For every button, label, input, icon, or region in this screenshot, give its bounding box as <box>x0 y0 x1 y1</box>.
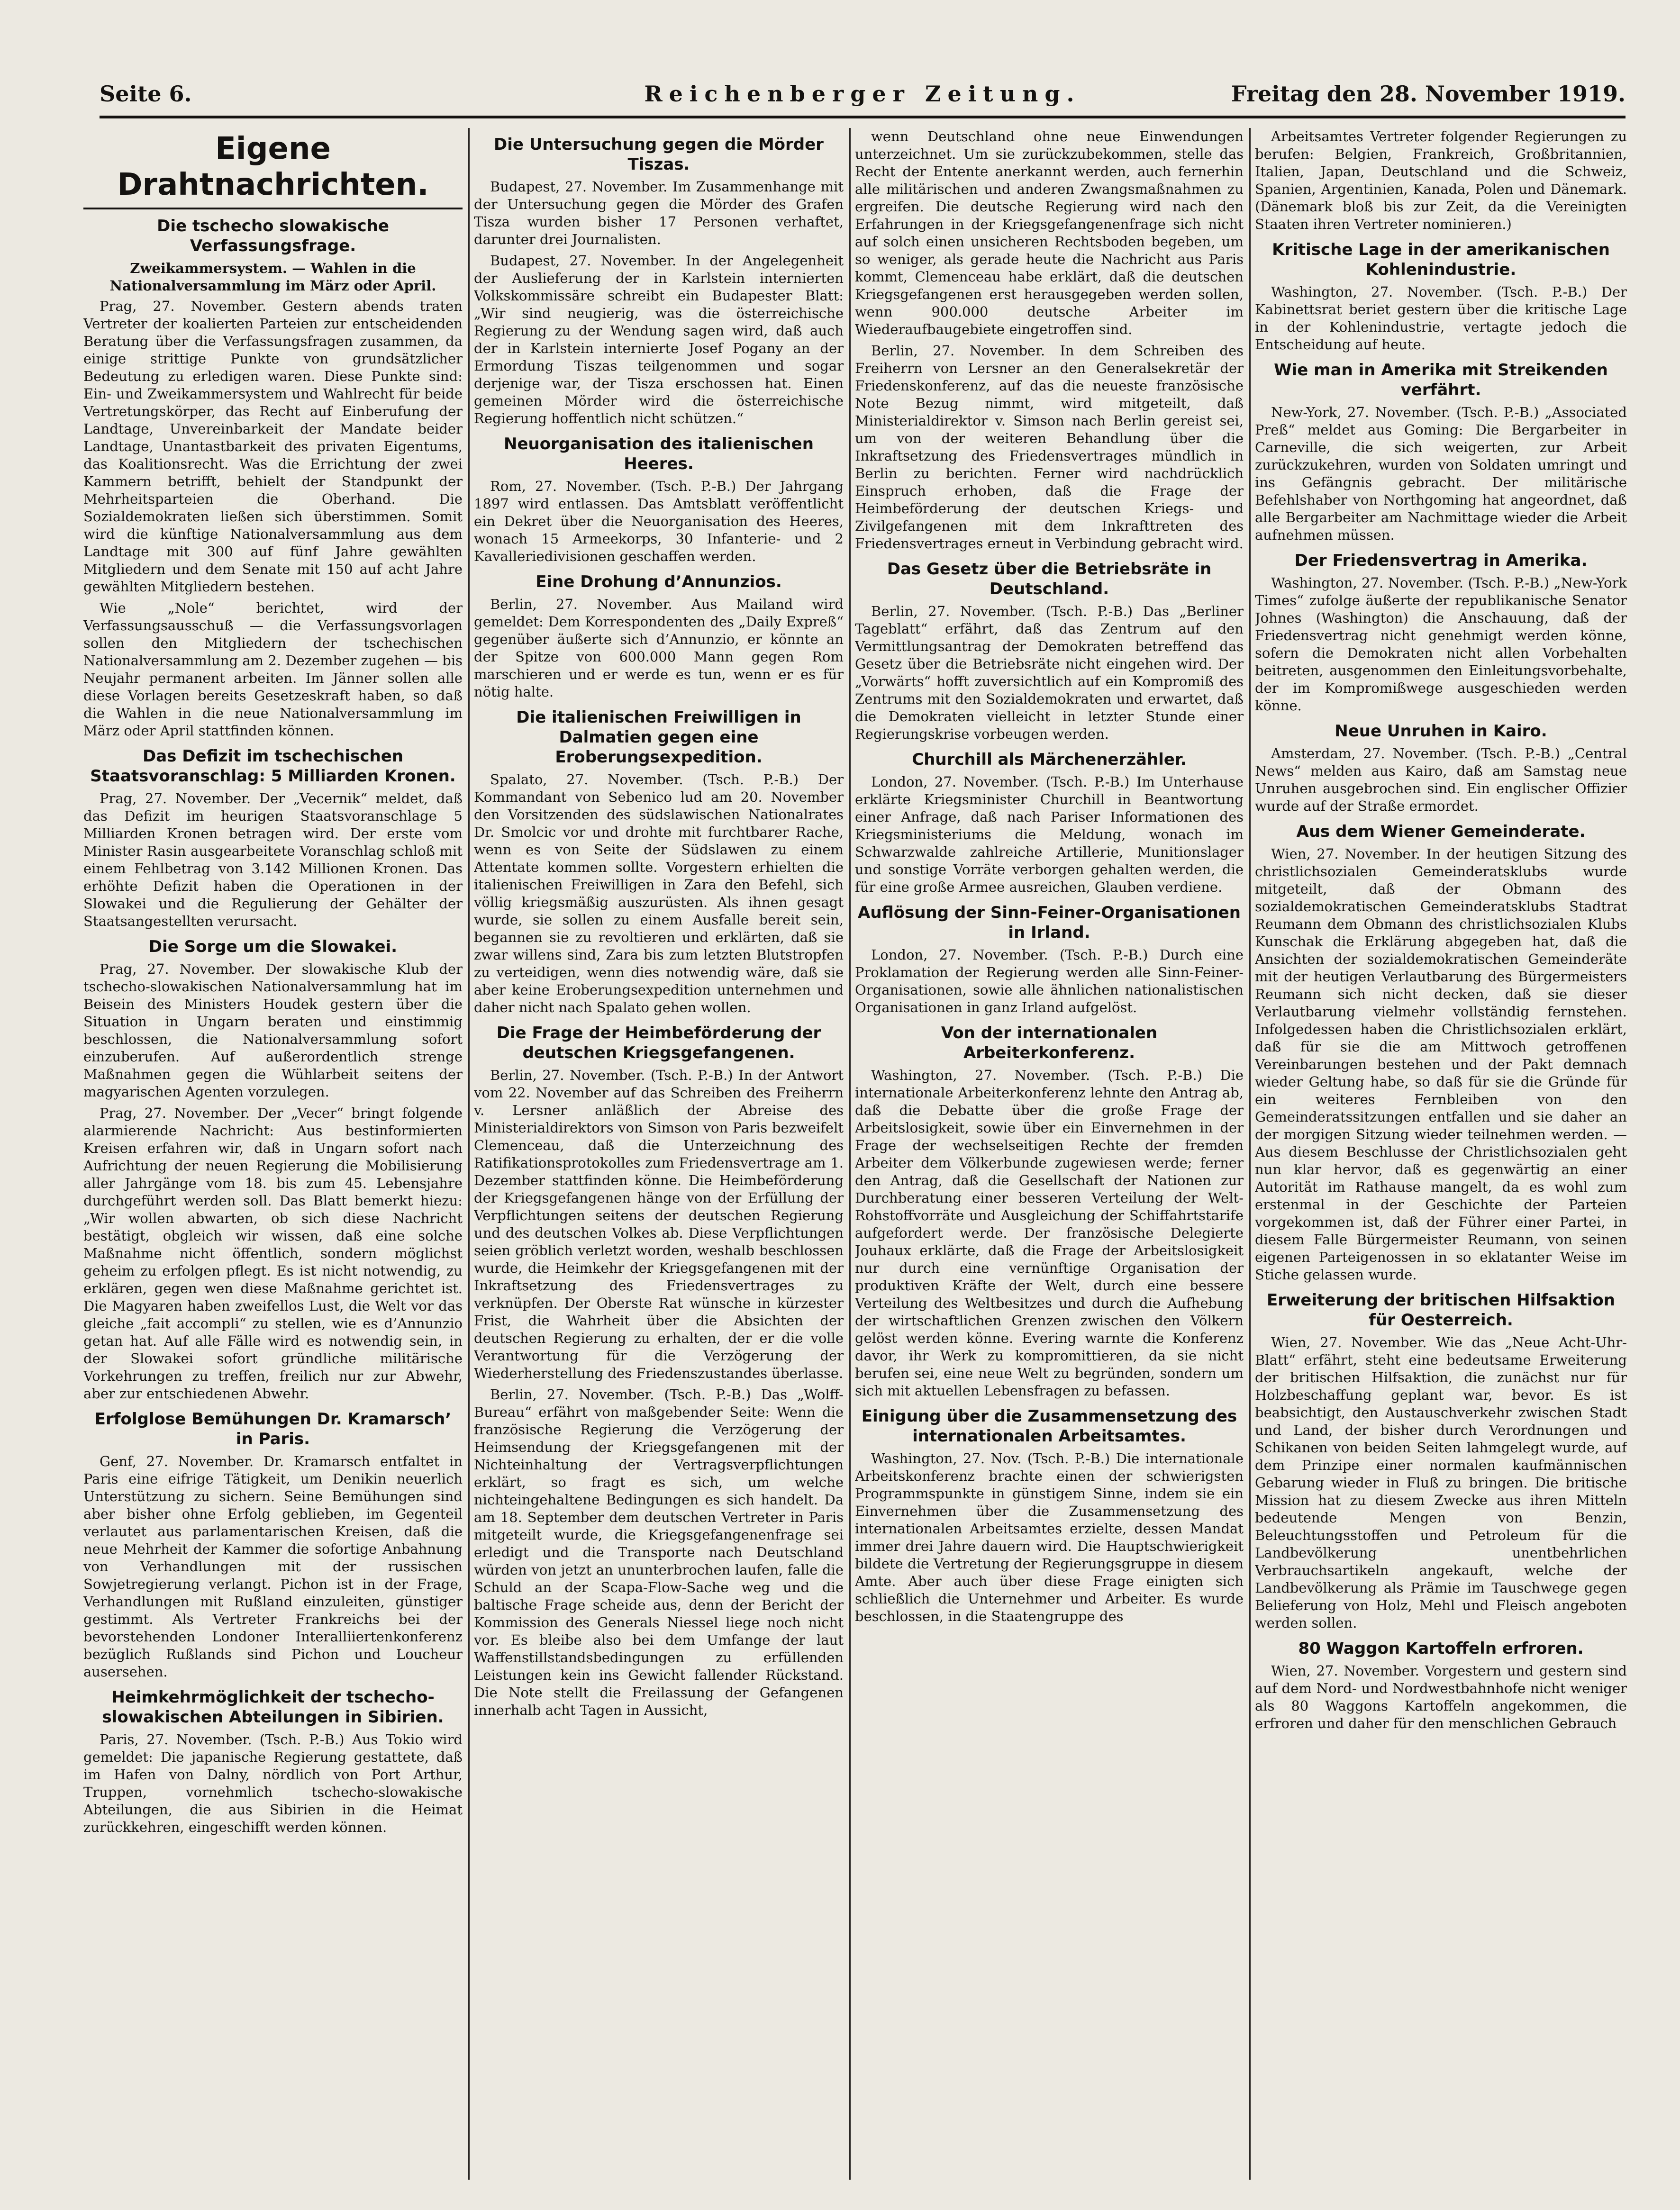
article-headline: Die Sorge um die Slowakei. <box>148 937 398 956</box>
article-paragraph: Prag, 27. November. Der „Vecer“ bringt folgende alarmierende Nachricht: Aus bestinformierten Kreisen erfahren wir, daß in Ungarn sofort nach Aufrichtung der neuen Regierung die Mobilisierung aller Jahrgänge vom 18. bis zum 45. Lebensjahre durchgeführt werden soll. Das Blatt bemerkt hiezu: „Wir wollen abwarten, ob sich diese Nachricht bestätigt, obgleich wir wissen, daß eine solche Maßnahme nicht öffentlich, sondern möglichst geheim zu erfolgen pflegt. Es ist nicht notwendig, zu erklären, gegen wen diese Maßnahme gerichtet ist. Die Magyaren haben zweifellos Lust, die Welt vor das gleiche „fait accompli“ zu stellen, wie es d’Annunzio getan hat. Auf alle Fälle wird es notwendig sein, in der Slowakei sofort gründliche militärische Vorkehrungen zu treffen, freilich nur zur Abwehr, aber zur entschiedenen Abwehr. <box>83 1105 463 1402</box>
article-paragraph: Prag, 27. November. Der slowakische Klub der tschecho-slowakischen Nationalversammlung hat im Beisein des Ministers Houdek gestern über die Situation in Ungarn beraten und einstimmig beschlossen, die Nationalversammlung sofort einzuberufen. Auf außerordentlich strenge Maßnahmen gegen die Wühlarbeit seitens der magyarischen Agenten vorzulegen. <box>83 961 463 1100</box>
article-paragraph: Rom, 27. November. (Tsch. P.-B.) Der Jahrgang 1897 wird entlassen. Das Amtsblatt veröffentlicht ein Dekret über die Neuorganisation des Heeres, wonach 15 Armeekorps, 30 Infanterie- und 2 Kavalleriedivisionen geschaffen werden. <box>474 478 844 564</box>
article <box>855 128 1244 552</box>
column-rule <box>849 128 851 2180</box>
article-paragraph: Berlin, 27. November. (Tsch. P.-B.) Das „Berliner Tageblatt“ erfährt, daß das Zentrum auf den Vermittlungsantrag der Demokraten betreffend das Gesetz über die Betriebsräte nicht eingehen wird. Der „Vorwärts“ hofft zuversichtlich auf ein Kompromiß des Zentrums mit den Sozialdemokraten und erwartet, daß die Demokraten vielleicht in letzter Stunde einer Regierungskrise vorbeugen werden. <box>855 603 1244 742</box>
article-paragraph: Berlin, 27. November. In dem Schreiben des Freiherrn von Lersner an den Generalsekretär der Friedenskonferenz, auf das die neueste französische Note Bezug nimmt, wird mitgeteilt, daß Ministerialdirektor v. Simson nach Berlin gereist sei, um von der weiteren Behandlung über die Inkraftsetzung des Friedensvertrages mündlich in Berlin zu berichten. Ferner wird nachdrücklich Einspruch erhoben, daß die Frage der Heimbeförderung der deutschen Kriegs- und Zivilgefangenen mit dem Inkrafttreten des Friedensvertrages erneut in Verbindung gebracht wird. <box>855 343 1244 552</box>
article-headline: Erfolglose Bemühungen Dr. Kramarsch’ in Paris. <box>94 1410 452 1449</box>
article-headline: Die Untersuchung gegen die Mörder Tiszas. <box>494 135 824 174</box>
issue-date: Freitag den 28. November 1919. <box>1231 81 1626 107</box>
article-headline: Eine Drohung d’Annunzios. <box>536 572 782 591</box>
article <box>1255 1290 1627 1632</box>
newspaper-title: Reichenberger Zeitung. <box>644 81 1081 107</box>
article <box>474 1023 844 1719</box>
article <box>83 1687 463 1836</box>
article <box>83 937 463 1403</box>
article-headline: Neuorganisation des italienischen Heeres. <box>504 435 814 473</box>
page-number: Seite 6. <box>100 81 192 107</box>
masthead <box>100 80 1626 117</box>
article-headline: Der Friedensvertrag in Amerika. <box>1294 551 1588 570</box>
article-paragraph: Washington, 27. Nov. (Tsch. P.-B.) Die internationale Arbeitskonferenz brachte einen der schwierigsten Programmspunkte in günstigem Sinne, indem sie ein Einvernehmen über die Zusammensetzung des internationalen Arbeitsamtes erzielte, dessen Mandat immer drei Jahre dauern wird. Die Hauptschwierigkeit bildete die Vertretung der Regierungsgruppe in diesem Amte. Aber auch über diese Frage einigten sich schließlich die Unternehmer und Arbeiter. Es wurde beschlossen, in die Staatengruppe des <box>855 1450 1244 1624</box>
article-headline: Churchill als Märchenerzähler. <box>912 750 1187 769</box>
article-paragraph: Berlin, 27. November. (Tsch. P.-B.) Das „Wolff-Bureau“ erfährt von maßgebender Seite: Wenn die französische Regierung die Verzögerung der Heimsendung der Kriegsgefangenen mit der Nichteinhaltung der Vertragsverpflichtungen erklärt, so fragt es sich, um welche nichteingehaltene Bedingungen es sich handelt. Da am 18. September dem deutschen Vertreter in Paris mitgeteilt wurde, die Kriegsgefangenenfrage sei erledigt und die Transporte nach Deutschland würden von jetzt an ununterbrochen laufen, falle die Schuld an der Scapa-Flow-Sache weg und die baltische Frage scheide aus, denn der Bericht der Kommission des Generals Niessel liege noch nicht vor. Es bleibe also bei dem Umfange der laut Waffenstillstandsbedingungen zu erfüllenden Leistungen kein ins Gewicht fallender Rückstand. Die Note stellt die Freilassung der Gefangenen innerhalb acht Tagen in Aussicht, <box>474 1386 844 1718</box>
article-headline: Erweiterung der britischen Hilfsaktion für Oesterreich. <box>1267 1291 1615 1330</box>
article-paragraph: London, 27. November. (Tsch. P.-B.) Durch eine Proklamation der Regierung werden alle Sinn-Feiner-Organisationen, sowie alle ähnlichen nationalistischen Organisationen in ganz Irland aufgelöst. <box>855 947 1244 1015</box>
article-paragraph: wenn Deutschland ohne neue Einwendungen unterzeichnet. Um sie zurückzubekommen, stelle das Recht der Entente anerkannt werden, auch fernerhin alle militärischen und anderen Zwangsmaßnahmen zu ergreifen. Die deutsche Regierung wird nach den Erfahrungen in der Kriegsgefangenenfrage sich nicht auf solch einen unsicheren Rechtsboden begeben, um so weniger, als gerade heute die Nachricht aus Paris kommt, Clemenceau habe erklärt, daß die deutschen Kriegsgefangenen erst herausgegeben werden sollen, wenn 900.000 deutsche Arbeiter im Wiederaufbaugebiete eingetroffen sind. <box>855 128 1244 337</box>
column-2 <box>474 128 844 2184</box>
article-headline: Auflösung der Sinn-Feiner-Organisationen in Irland. <box>858 903 1241 942</box>
article-paragraph: London, 27. November. (Tsch. P.-B.) Im Unterhause erklärte Kriegsminister Churchill in Beantwortung einer Anfrage, daß nach Pariser Informationen des Kriegsministeriums die Meldung, wonach im Schwarzwalde zahlreiche Artillerie, Munitionslager und sonstige Vorräte verborgen gehalten werden, die für eine große Armee ausreichen, Glauben verdiene. <box>855 774 1244 895</box>
article <box>474 434 844 565</box>
article <box>1255 822 1627 1284</box>
article-paragraph: Genf, 27. November. Dr. Kramarsch entfaltet in Paris eine eifrige Tätigkeit, um Denikin neuerlich Unterstützung zu sichern. Seine Bemühungen sind aber bisher ohne Erfolg geblieben, im Gegenteil verlautet aus parlamentarischen Kreisen, daß die neue Mehrheit der Kammer die sofortige Anbahnung von Verhandlungen mit der russischen Sowjetregierung verlangt. Pichon ist in der Frage, Verhandlungen mit Rußland einzuleiten, günstiger gestimmt. Als Vertreter Frankreichs bei der bevorstehenden Londoner Interalliiertenkonferenz bezüglich Rußlands sind Pichon und Loucheur ausersehen. <box>83 1453 463 1680</box>
article-paragraph: Washington, 27. November. (Tsch. P.-B.) Der Kabinettsrat beriet gestern über die kritische Lage in der Kohlenindustrie, vertagte jedoch die Entscheidung auf heute. <box>1255 284 1627 353</box>
article-paragraph: Prag, 27. November. Der „Vecernik“ meldet, daß das Defizit im heurigen Staatsvoranschlage 5 Milliarden Kronen betragen wird. Der erste vom Minister Rasin ausgearbeitete Voranschlag schloß mit einem Fehlbetrag von 3.142 Millionen Kronen. Das erhöhte Defizit haben die Operationen in der Slowakei und die Regulierung der Gehälter der Staatsangestellten verursacht. <box>83 790 463 929</box>
column-1 <box>83 128 463 2184</box>
article-paragraph: Berlin, 27. November. Aus Mailand wird gemeldet: Dem Korrespondenten des „Daily Expreß“ gegenüber äußerte sich d’Annunzio, er könnte an der Spitze von 600.000 Mann gegen Rom marschieren und er werde es tun, wenn er es für nötig halte. <box>474 596 844 700</box>
article <box>83 216 463 740</box>
article-paragraph: Arbeitsamtes Vertreter folgender Regierungen zu berufen: Belgien, Frankreich, Großbritannien, Italien, Japan, Deutschland und die Schweiz, Spanien, Argentinien, Kanada, Polen und Dänemark. (Dänemark bloß bis zur Zeit, da die Vereinigten Staaten ihren Vertreter nominieren.) <box>1255 128 1627 232</box>
article-paragraph: Budapest, 27. November. In der Angelegenheit der Auslieferung der in Karlstein internierten Volkskommissäre schreibt ein Budapester Blatt: „Wir sind neugierig, was die österreichische Regierung zu der Wendung sagen wird, daß auch der in Karlstein internierte Josef Pogany an der Ermordung Tiszas teilgenommen und sogar derjenige war, der Tisza erschossen hat. Einen gemeinen Mörder wird die österreichische Regierung hoffentlich nicht schützen.“ <box>474 253 844 426</box>
column-rule <box>468 128 470 2180</box>
article-paragraph: Washington, 27. November. (Tsch. P.-B.) Die internationale Arbeiterkonferenz lehnte den Antrag ab, daß die Debatte über die große Frage der Arbeitslosigkeit, sowie über ein Einvernehmen in der Frage der wechselseitigen Rechte der fremden Arbeiter dem Völkerbunde zugewiesen werde; ferner den Antrag, daß die Gesellschaft der Nationen zur Durchberatung einer besseren Verteilung der Welt-Rohstoffvorräte und Ausgleichung der Schiffahrtstarife aufgefordert werde. Der französische Delegierte Jouhaux erklärte, daß die Frage der Arbeitslosigkeit nur durch eine vernünftige Organisation der produktiven Kräfte der Welt, durch eine bessere Verteilung des Weltbesitzes und durch die Aufhebung der wirtschaftlichen Grenzen zwischen den Völkern gelöst werden könne. Evering warnte die Konferenz davor, ihr Werk zu kompromittieren, da sie nicht berufen sei, eine neue Welt zu begründen, sondern um sich mit aktuellen Lebensfragen zu befassen. <box>855 1067 1244 1399</box>
article-headline: Aus dem Wiener Gemeinderate. <box>1296 822 1586 841</box>
article-paragraph: Wien, 27. November. In der heutigen Sitzung des christlichsozialen Gemeinderatsklubs wurde mitgeteilt, daß der Obmann des sozialdemokratischen Gemeinderatsklubs Stadtrat Reumann dem Obmann des christlichsozialen Klubs Kunschak die Erklärung abgegeben hat, daß die Ansichten der sozialdemokratischen Gemeinderäte mit der heutigen Verlautbarung des Bürgermeisters Reumann sich nicht decken, daß sie dieser Verlautbarung vielmehr vollständig fernstehen. Infolgedessen haben die Christlichsozialen erklärt, daß für sie die am Mittwoch getroffenen Vereinbarungen bestehen und der Pakt demnach wieder Geltung habe, so daß für sie die Gründe für ein weiteres Fernbleiben von den Gemeinderatssitzungen entfallen und sie daher an der morgigen Sitzung wieder teilnehmen werden. — Aus diesem Beschlusse der Christlichsozialen geht nun klar hervor, daß es gegenwärtig an einer Autorität im Rathause mangelt, da es wohl zum erstenmal in der Geschichte der Parteien vorgekommen ist, daß der Führer einer Partei, in diesem Falle Bürgermeister Reumann, von seinen eigenen Parteigenossen in so eklatanter Weise im Stiche gelassen wurde. <box>1255 846 1627 1283</box>
article <box>1255 240 1627 353</box>
article-paragraph: Wien, 27. November. Vorgestern und gestern sind auf dem Nord- und Nordwestbahnhofe nicht weniger als 80 Waggons Kartoffeln angekommen, die erfroren und daher für den menschlichen Gebrauch <box>1255 1663 1627 1731</box>
article-headline: Kritische Lage in der amerikanischen Kohlenindustrie. <box>1272 240 1610 279</box>
article <box>1255 360 1627 544</box>
article <box>83 1409 463 1681</box>
article-headline: Von der internationalen Arbeiterkonferenz. <box>941 1023 1158 1062</box>
masthead-rule <box>100 116 1626 118</box>
article <box>855 1406 1244 1625</box>
article <box>855 903 1244 1016</box>
article <box>1255 128 1627 233</box>
article-paragraph: New-York, 27. November. (Tsch. P.-B.) „Associated Preß“ meldet aus Goming: Die Bergarbeiter in Carneville, die sich weigerten, zur Arbeit zurückzukehren, wurden von Soldaten umringt und ins Gefängnis gebracht. Der militärische Befehlshaber von Northgoming hat angeordnet, daß alle Bergarbeiter am Nachmittage wieder die Arbeit aufnehmen müssen. <box>1255 404 1627 543</box>
article <box>474 707 844 1016</box>
article-paragraph: Berlin, 27. November. (Tsch. P.-B.) In der Antwort vom 22. November auf das Schreiben des Freiherrn v. Lersner anläßlich der Abreise des Ministerialdirektors von Simson von Paris bezweifelt Clemenceau, daß die Unterzeichnung des Ratifikationsprotokolles zum Friedensvertrage am 1. Dezember stattfinden könne. Die Heimbeförderung der Kriegsgefangenen hänge von der Erfüllung der Verpflichtungen seitens der deutschen Regierung und des deutschen Volkes ab. Diese Verpflichtungen seien gröblich verletzt worden, weshalb beschlossen wurde, die Heimkehr der Kriegsgefangenen mit der Inkraftsetzung des Friedensvertrages zu verknüpfen. Der Oberste Rat wünsche in kürzester Frist, die Wahrheit über die Absichten der deutschen Regierung zu erhalten, der er die volle Verantwortung für die Verzögerung der Wiederherstellung des Friedenszustandes überlasse. <box>474 1067 844 1381</box>
article-headline: Wie man in Amerika mit Streikenden verfährt. <box>1274 361 1608 399</box>
article-paragraph: Spalato, 27. November. (Tsch. P.-B.) Der Kommandant von Sebenico lud am 20. November den Vorsitzenden des südslawischen Nationalrates Dr. Smolcic vor und drohte mit furchtbarer Rache, wenn es von Seite der Südslawen zu einem Attentate kommen sollte. Vorgestern erhielten die italienischen Freiwilligen in Zara den Befehl, sich völlig kriegsmäßig auszurüsten. Als ihnen gesagt wurde, sie sollen zu einem Ausfalle bereit sein, begannen sie zu revoltieren und erklärten, daß sie zwar willens sind, Zara bis zum letzten Blutstropfen zu verteidigen, wenn dies notwendig wäre, daß sie aber keine Eroberungsexpedition unternehmen und daher nicht nach Spalato gehen wollen. <box>474 771 844 1015</box>
article-paragraph: Prag, 27. November. Gestern abends traten Vertreter der koalierten Parteien zur entscheidenden Beratung über die Verfassungsfragen zusammen, da einige strittige Punkte von grundsätzlicher Bedeutung zu erledigen waren. Diese Punkte sind: Ein- und Zweikammersystem und Wahlrecht für beide Vertretungskörper, das Recht auf Einberufung der Landtage, Unvereinbarkeit der Mandate beider Landtage, Unantastbarkeit des privaten Eigentums, das Koalitionsrecht. Was die Errichtung der zwei Kammern betrifft, behielt der Standpunkt der Mehrheitsparteien die Oberhand. Die Sozialdemokraten ließen sich überstimmen. Somit wird die künftige Nationalversammlung aus dem Landtage mit 300 auf fünf Jahre gewählten Mitgliedern und dem Senate mit 150 auf acht Jahre gewählten Mitgliedern bestehen. <box>83 298 463 595</box>
article-headline: Das Defizit im tschechischen Staatsvoranschlag: 5 Milliarden Kronen. <box>90 747 456 786</box>
section-rule <box>83 208 463 209</box>
column-4 <box>1255 128 1627 2184</box>
article <box>1255 551 1627 715</box>
article <box>1255 721 1627 815</box>
article <box>855 559 1244 743</box>
article-headline: Heimkehrmöglichkeit der tschecho-slowakischen Abteilungen in Sibirien. <box>102 1688 444 1727</box>
article-paragraph: Wie „Nole“ berichtet, wird der Verfassungsausschuß — die Verfassungsvorlagen sollen den Mitgliedern der tschechischen Nationalversammlung am 2. Dezember zugehen — bis Neujahr permanent arbeiten. Im Jänner sollen alle diese Vorlagen bereits Gesetzeskraft haben, so daß die Wahlen in die neue Nationalversammlung im März oder April stattfinden können. <box>83 600 463 739</box>
article <box>855 1023 1244 1400</box>
article <box>855 750 1244 896</box>
article <box>83 746 463 930</box>
column-rule <box>1249 128 1251 2180</box>
article <box>474 572 844 701</box>
article-headline: Die tschecho slowakische Verfassungsfrage. <box>157 217 389 255</box>
article <box>1255 1639 1627 1732</box>
article-headline: Die italienischen Freiwilligen in Dalmatien gegen eine Eroberungsexpedition. <box>516 708 801 767</box>
section-title: Eigene Drahtnachrichten. <box>117 131 429 202</box>
article-subheadline: Zweikammersystem. — Wahlen in die Nationalversammlung im März oder April. <box>109 260 436 294</box>
article-paragraph: Washington, 27. November. (Tsch. P.-B.) „New-York Times“ zufolge äußerte der republikanische Senator Johnes (Washington) die Anschauung, daß der Friedensvertrag nicht genehmigt werden könne, sofern die Demokraten nicht allen Vorbehalten beitreten, ausgenommen den Einleitungsvorbehalte, der im Kompromißwege ausgeschieden werden könne. <box>1255 575 1627 714</box>
article-paragraph: Budapest, 27. November. Im Zusammenhange mit der Untersuchung gegen die Mörder des Grafen Tisza wurden bisher 17 Personen verhaftet, darunter drei Journalisten. <box>474 179 844 247</box>
column-3 <box>855 128 1244 2184</box>
article-headline: Einigung über die Zusammensetzung des internationalen Arbeitsamtes. <box>861 1407 1237 1446</box>
article-headline: Die Frage der Heimbeförderung der deutschen Kriegsgefangenen. <box>496 1023 821 1062</box>
article-headline: 80 Waggon Kartoffeln erfroren. <box>1298 1639 1584 1658</box>
article-headline: Das Gesetz über die Betriebsräte in Deutschland. <box>887 560 1212 598</box>
article <box>474 135 844 427</box>
article-paragraph: Wien, 27. November. Wie das „Neue Acht-Uhr-Blatt“ erfährt, steht eine bedeutsame Erweiterung der britischen Hilfsaktion, die zunächst nur für Holzbeschaffung geplant war, bevor. Es ist beabsichtigt, den Austauschverkehr zwischen Stadt und Land, der bisher durch Verordnungen und Schikanen von beiden Seiten lahmgelegt wurde, auf dem Prinzipe einer normalen kaufmännischen Gebarung wieder in Fluß zu bringen. Die britische Mission hat zu diesem Zwecke aus ihren Mitteln bedeutende Mengen von Benzin, Beleuchtungsstoffen und Petroleum für die Landbevölkerung unentbehrlichen Verbrauchsartikeln angekauft, welche der Landbevölkerung als Prämie im Tauschwege gegen Belieferung von Holz, Mehl und Fleisch angeboten werden sollen. <box>1255 1334 1627 1631</box>
article-paragraph: Amsterdam, 27. November. (Tsch. P.-B.) „Central News“ melden aus Kairo, daß am Samstag neue Unruhen ausgebrochen sind. Ein englischer Offizier wurde auf der Straße ermordet. <box>1255 745 1627 814</box>
article-paragraph: Paris, 27. November. (Tsch. P.-B.) Aus Tokio wird gemeldet: Die japanische Regierung gestattete, daß im Hafen von Dalny, nördlich von Port Arthur, Truppen, vornehmlich tschecho-slowakische Abteilungen, die aus Sibirien in die Heimat zurückkehren, eingeschifft werden können. <box>83 1731 463 1835</box>
article-headline: Neue Unruhen in Kairo. <box>1335 722 1547 741</box>
